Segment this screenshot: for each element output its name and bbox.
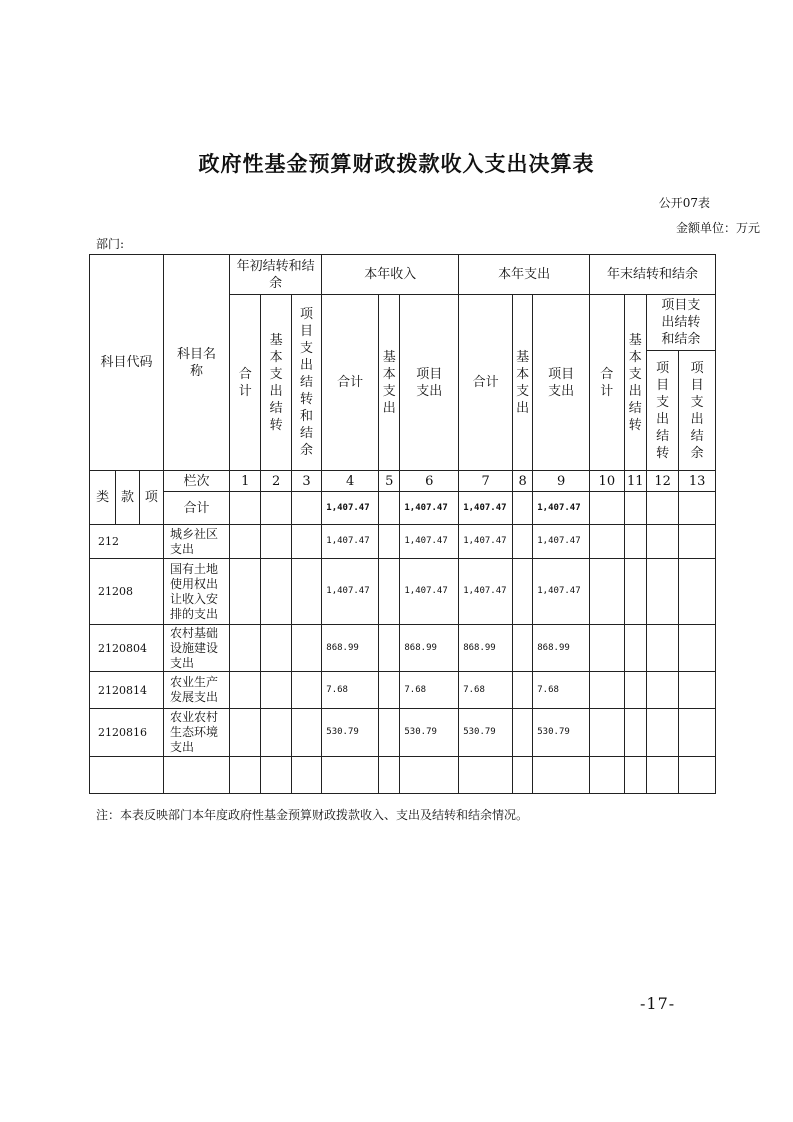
row-expense-total: 868.99 [459, 625, 513, 672]
row-name: 农村基础设施建设支出 [164, 625, 230, 672]
row-code: 2120804 [90, 625, 164, 672]
header-begin-project: 项目支出结转和结余 [291, 295, 321, 471]
col-num-3: 3 [291, 471, 321, 492]
col-num-1: 1 [229, 471, 260, 492]
empty-row [90, 757, 716, 794]
header-end-basic: 基本支出结转 [624, 295, 646, 471]
row-expense-project: 1,407.47 [533, 525, 590, 559]
row-expense-project: 7.68 [533, 672, 590, 709]
header-begin-basic: 基本支出结转 [261, 295, 291, 471]
row-income-project: 868.99 [400, 625, 459, 672]
header-expense-basic: 基本支出 [512, 295, 532, 471]
col-num-2: 2 [261, 471, 291, 492]
row-income-total: 530.79 [322, 709, 379, 757]
table-row [90, 709, 716, 757]
row-income-project: 1,407.47 [400, 559, 459, 625]
table-row [90, 672, 716, 709]
header-end-group: 年末结转和结余 [590, 255, 716, 295]
col-num-11: 11 [624, 471, 646, 492]
row-code: 2120816 [90, 709, 164, 757]
header-end-project-surplus: 项目支出结余 [679, 351, 716, 471]
table-row [90, 559, 716, 625]
row-name: 农业农村生态环境支出 [164, 709, 230, 757]
row-expense-total: 1,407.47 [459, 525, 513, 559]
header-cat-xiang: 项 [139, 471, 163, 525]
total-expense-total: 1,407.47 [459, 492, 513, 525]
col-num-6: 6 [400, 471, 459, 492]
header-name: 科目名称 [164, 255, 230, 471]
col-num-7: 7 [459, 471, 513, 492]
total-label: 合计 [164, 492, 230, 525]
row-expense-total: 7.68 [459, 672, 513, 709]
header-cat-lei: 类 [90, 471, 116, 525]
row-expense-total: 1,407.47 [459, 559, 513, 625]
header-expense-project: 项目支出 [533, 295, 590, 471]
row-income-total: 7.68 [322, 672, 379, 709]
col-num-10: 10 [590, 471, 624, 492]
total-income-total: 1,407.47 [322, 492, 379, 525]
row-code: 212 [90, 525, 164, 559]
header-expense-total: 合计 [459, 295, 513, 471]
col-num-13: 13 [679, 471, 716, 492]
header-row-1 [90, 255, 716, 295]
col-num-12: 12 [646, 471, 678, 492]
col-num-4: 4 [322, 471, 379, 492]
header-end-total: 合计 [590, 295, 624, 471]
header-end-project-group: 项目支出结转和结余 [646, 295, 715, 351]
col-num-9: 9 [533, 471, 590, 492]
table-row [90, 625, 716, 672]
row-expense-project: 1,407.47 [533, 559, 590, 625]
header-code: 科目代码 [90, 255, 164, 471]
row-income-total: 868.99 [322, 625, 379, 672]
amount-unit: 金额单位：万元 [676, 221, 761, 235]
row-income-project: 530.79 [400, 709, 459, 757]
row-income-project: 7.68 [400, 672, 459, 709]
department-label: 部门: [96, 237, 125, 251]
fund-table [89, 254, 716, 794]
form-number: 公开07表 [658, 196, 710, 210]
header-income-project: 项目支出 [400, 295, 459, 471]
row-income-project: 1,407.47 [400, 525, 459, 559]
row-expense-project: 868.99 [533, 625, 590, 672]
total-income-project: 1,407.47 [400, 492, 459, 525]
total-row [90, 492, 716, 525]
row-name: 城乡社区支出 [164, 525, 230, 559]
table-row [90, 525, 716, 559]
header-end-project-carry: 项目支出结转 [646, 351, 678, 471]
col-num-8: 8 [512, 471, 532, 492]
header-begin-total: 合计 [229, 295, 260, 471]
header-expense-group: 本年支出 [459, 255, 590, 295]
row-income-total: 1,407.47 [322, 525, 379, 559]
row-name: 农业生产发展支出 [164, 672, 230, 709]
column-index-row [90, 471, 716, 492]
column-index-label: 栏次 [164, 471, 230, 492]
row-income-total: 1,407.47 [322, 559, 379, 625]
row-expense-project: 530.79 [533, 709, 590, 757]
header-begin-group: 年初结转和结余 [229, 255, 321, 295]
page-number: -17- [640, 994, 676, 1013]
header-income-basic: 基本支出 [379, 295, 400, 471]
header-income-total: 合计 [322, 295, 379, 471]
page-title: 政府性基金预算财政拨款收入支出决算表 [198, 152, 595, 176]
col-num-5: 5 [379, 471, 400, 492]
header-cat-kuan: 款 [116, 471, 139, 525]
header-income-group: 本年收入 [322, 255, 459, 295]
row-name: 国有土地使用权出让收入安排的支出 [164, 559, 230, 625]
row-code: 21208 [90, 559, 164, 625]
row-code: 2120814 [90, 672, 164, 709]
total-expense-project: 1,407.47 [533, 492, 590, 525]
table-note: 注：本表反映部门本年度政府性基金预算财政拨款收入、支出及结转和结余情况。 [96, 808, 529, 822]
row-expense-total: 530.79 [459, 709, 513, 757]
